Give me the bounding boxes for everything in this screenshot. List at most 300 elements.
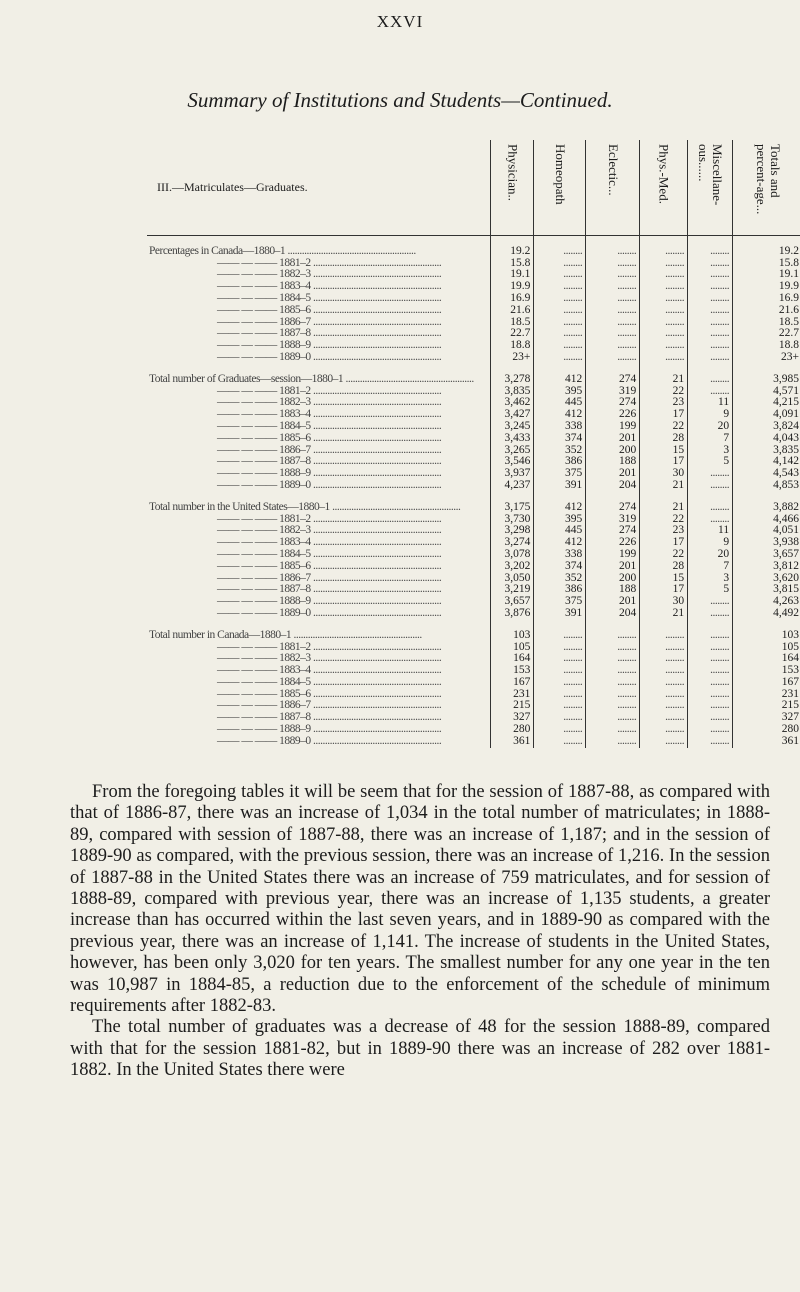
table-cell: 3,835 <box>491 386 534 398</box>
row-label: —— — —— 1889–0 ...................................................... <box>147 352 491 364</box>
row-session: 1882–3 <box>279 397 311 409</box>
table-cell: ........ <box>534 653 586 665</box>
table-cell: 3,546 <box>491 456 534 468</box>
group-label: Total number in Canada <box>149 629 249 641</box>
table-cell: ........ <box>688 374 733 386</box>
table-cell: 352 <box>534 445 586 457</box>
table-cell: 15 <box>640 445 688 457</box>
table-cell: 4,571 <box>733 386 800 398</box>
table-cell: 3,050 <box>491 573 534 585</box>
table-cell: 22.7 <box>491 328 534 340</box>
column-header <box>640 140 688 235</box>
row-session: 1885–6 <box>279 560 311 572</box>
table-row <box>147 502 800 514</box>
table-cell: ........ <box>586 328 640 340</box>
table-row <box>147 677 800 689</box>
group-label: Total number of Graduates—session <box>149 373 301 385</box>
row-label: Total number in the United States—1880–1 ...................................................... <box>147 502 491 514</box>
table-cell: 23 <box>640 525 688 537</box>
table-cell: 201 <box>586 433 640 445</box>
table-cell: 23+ <box>733 352 800 364</box>
table-cell: ........ <box>640 653 688 665</box>
table-cell: 15 <box>640 573 688 585</box>
row-label: —— — —— 1887–8 ...................................................... <box>147 328 491 340</box>
table-cell: ........ <box>534 246 586 258</box>
table-row <box>147 386 800 398</box>
row-label: —— — —— 1884–5 ...................................................... <box>147 293 491 305</box>
table-cell: 412 <box>534 502 586 514</box>
table-cell: ........ <box>586 630 640 642</box>
table-row <box>147 642 800 654</box>
table-cell: ........ <box>586 340 640 352</box>
row-label: —— — —— 1883–4 ...................................................... <box>147 665 491 677</box>
table-cell: 204 <box>586 480 640 492</box>
table-cell: 280 <box>733 724 800 736</box>
table-cell: 4,263 <box>733 596 800 608</box>
table-cell: ........ <box>534 317 586 329</box>
table-cell: 11 <box>688 525 733 537</box>
table-row <box>147 584 800 596</box>
table-cell: 4,492 <box>733 608 800 620</box>
table-cell: 105 <box>733 642 800 654</box>
table-cell: 18.5 <box>733 317 800 329</box>
table-cell: 15.8 <box>733 258 800 270</box>
table-cell: 374 <box>534 433 586 445</box>
table-cell: 17 <box>640 584 688 596</box>
table-cell: ........ <box>640 712 688 724</box>
row-session: 1887–8 <box>279 328 311 340</box>
row-session: 1880–1 <box>259 629 292 641</box>
table-cell: 3,657 <box>491 596 534 608</box>
table-cell: 231 <box>733 689 800 701</box>
table-cell: ........ <box>640 700 688 712</box>
table-cell: 22 <box>640 386 688 398</box>
table-row <box>147 468 800 480</box>
table-cell: 4,043 <box>733 433 800 445</box>
table-cell: 231 <box>491 689 534 701</box>
row-label: —— — —— 1886–7 ...................................................... <box>147 317 491 329</box>
row-session: 1881–2 <box>279 513 311 525</box>
table-cell: 153 <box>733 665 800 677</box>
table-cell: 3,278 <box>491 374 534 386</box>
table-row <box>147 433 800 445</box>
table-cell: 21 <box>640 608 688 620</box>
table-cell: 3,985 <box>733 374 800 386</box>
table-cell: ........ <box>688 700 733 712</box>
table-cell: ........ <box>586 269 640 281</box>
table-cell: ........ <box>688 608 733 620</box>
table-row <box>147 445 800 457</box>
table-cell: 21 <box>640 480 688 492</box>
group-spacer <box>147 620 800 630</box>
row-session: 1880–1 <box>253 245 286 257</box>
table-cell: ........ <box>534 293 586 305</box>
table-cell: ........ <box>688 293 733 305</box>
table-cell: ........ <box>688 596 733 608</box>
row-session: 1884–5 <box>279 676 311 688</box>
table-cell: 164 <box>491 653 534 665</box>
group-spacer <box>147 364 800 374</box>
table-cell: ........ <box>586 677 640 689</box>
column-header-label: Miscellane-ous...... <box>696 144 726 206</box>
table-cell: ........ <box>688 305 733 317</box>
table-cell: 20 <box>688 421 733 433</box>
row-session: 1888–9 <box>279 468 311 480</box>
row-label: —— — —— 1889–0 ...................................................... <box>147 608 491 620</box>
table-cell: 352 <box>534 573 586 585</box>
table-cell: 327 <box>733 712 800 724</box>
table-cell: 4,215 <box>733 397 800 409</box>
table-row <box>147 724 800 736</box>
row-session: 1884–5 <box>279 420 311 432</box>
row-label: —— — —— 1886–7 ...................................................... <box>147 573 491 585</box>
table-cell: 188 <box>586 456 640 468</box>
row-session: 1885–6 <box>279 432 311 444</box>
page-number: XXVI <box>376 12 424 31</box>
row-session: 1886–7 <box>279 572 311 584</box>
table-cell: ........ <box>688 386 733 398</box>
table-cell: ........ <box>688 677 733 689</box>
table-cell: ........ <box>586 724 640 736</box>
table-cell: ........ <box>688 736 733 748</box>
table-cell: ........ <box>688 281 733 293</box>
table-cell: 201 <box>586 561 640 573</box>
table-row <box>147 665 800 677</box>
column-header <box>688 140 733 235</box>
table-row <box>147 374 800 386</box>
table-row <box>147 317 800 329</box>
table-cell: ........ <box>640 317 688 329</box>
table-cell: 3,298 <box>491 525 534 537</box>
table-cell: ........ <box>640 293 688 305</box>
table-cell: 361 <box>491 736 534 748</box>
table-cell: 412 <box>534 537 586 549</box>
table-row <box>147 514 800 526</box>
group-label: Total number in the United States <box>149 501 288 513</box>
table-cell: 21.6 <box>491 305 534 317</box>
row-label: —— — —— 1884–5 ...................................................... <box>147 549 491 561</box>
table-row <box>147 421 800 433</box>
row-session: 1883–4 <box>279 281 311 293</box>
row-session: 1884–5 <box>279 292 311 304</box>
table-cell: ........ <box>534 712 586 724</box>
table-cell: ........ <box>640 724 688 736</box>
row-label: —— — —— 1884–5 ...................................................... <box>147 421 491 433</box>
table-cell: 30 <box>640 468 688 480</box>
table-cell: 3,462 <box>491 397 534 409</box>
row-label: —— — —— 1884–5 ...................................................... <box>147 677 491 689</box>
table-cell: ........ <box>688 328 733 340</box>
table-row <box>147 596 800 608</box>
table-row <box>147 409 800 421</box>
table-cell: ........ <box>586 653 640 665</box>
table-cell: ........ <box>586 246 640 258</box>
table-cell: 22 <box>640 549 688 561</box>
table-cell: 7 <box>688 433 733 445</box>
table-cell: ........ <box>640 736 688 748</box>
row-label: —— — —— 1885–6 ...................................................... <box>147 561 491 573</box>
table-cell: 22.7 <box>733 328 800 340</box>
table-row <box>147 537 800 549</box>
table-cell: 4,543 <box>733 468 800 480</box>
table-cell: 3 <box>688 573 733 585</box>
table-row <box>147 293 800 305</box>
table-row <box>147 328 800 340</box>
table-cell: ........ <box>688 712 733 724</box>
row-label: —— — —— 1886–7 ...................................................... <box>147 700 491 712</box>
table-cell: 153 <box>491 665 534 677</box>
row-session: 1884–5 <box>279 548 311 560</box>
table-cell: 395 <box>534 386 586 398</box>
table-cell: 3,433 <box>491 433 534 445</box>
table-row <box>147 480 800 492</box>
table-cell: 375 <box>534 596 586 608</box>
table-cell: 3,175 <box>491 502 534 514</box>
table-cell: 17 <box>640 456 688 468</box>
column-header-label: Phys.-Med. <box>656 144 672 204</box>
table-cell: ........ <box>586 642 640 654</box>
group-spacer <box>147 235 800 246</box>
table-cell: 3,812 <box>733 561 800 573</box>
table-cell: 21 <box>640 374 688 386</box>
column-header-label: Physician.. <box>505 144 521 202</box>
table-cell: 274 <box>586 397 640 409</box>
row-session: 1889–0 <box>279 351 311 363</box>
table-cell: 274 <box>586 502 640 514</box>
table-cell: 3,824 <box>733 421 800 433</box>
table-cell: 3,219 <box>491 584 534 596</box>
table-cell: 15.8 <box>491 258 534 270</box>
table-cell: ........ <box>586 700 640 712</box>
table-row <box>147 630 800 642</box>
table-cell: 412 <box>534 374 586 386</box>
table-cell: 3,078 <box>491 549 534 561</box>
table-cell: ........ <box>688 630 733 642</box>
table-cell: 3,882 <box>733 502 800 514</box>
row-label: Total number in Canada—1880–1 ...................................................... <box>147 630 491 642</box>
table-cell: ........ <box>640 665 688 677</box>
row-session: 1881–2 <box>279 385 311 397</box>
row-session: 1888–9 <box>279 596 311 608</box>
table-cell: ........ <box>586 736 640 748</box>
table-cell: 4,091 <box>733 409 800 421</box>
table-cell: ........ <box>688 724 733 736</box>
column-header-label: Homeopath <box>552 144 568 205</box>
table-cell: 319 <box>586 514 640 526</box>
table-cell: 4,237 <box>491 480 534 492</box>
row-label: —— — —— 1883–4 ...................................................... <box>147 537 491 549</box>
row-label: —— — —— 1882–3 ...................................................... <box>147 269 491 281</box>
table-cell: 9 <box>688 409 733 421</box>
table-cell: ........ <box>586 305 640 317</box>
table-cell: 19.1 <box>733 269 800 281</box>
row-label: —— — —— 1883–4 ...................................................... <box>147 281 491 293</box>
table-cell: ........ <box>688 689 733 701</box>
table-cell: 274 <box>586 374 640 386</box>
row-label: —— — —— 1888–9 ...................................................... <box>147 724 491 736</box>
table-cell: ........ <box>534 328 586 340</box>
table-row <box>147 525 800 537</box>
row-session: 1888–9 <box>279 724 311 736</box>
page-title: Summary of Institutions and Students—Continued. <box>187 88 613 112</box>
table-cell: ........ <box>640 677 688 689</box>
table-cell: 200 <box>586 573 640 585</box>
table-cell: ........ <box>534 630 586 642</box>
column-header <box>491 140 534 235</box>
table-cell: 201 <box>586 596 640 608</box>
table-row <box>147 456 800 468</box>
table-cell: 215 <box>491 700 534 712</box>
table-cell: 5 <box>688 584 733 596</box>
table-cell: 18.8 <box>491 340 534 352</box>
row-session: 1882–3 <box>279 525 311 537</box>
table-cell: 5 <box>688 456 733 468</box>
row-label: —— — —— 1885–6 ...................................................... <box>147 433 491 445</box>
row-session: 1880–1 <box>311 373 344 385</box>
table-row <box>147 269 800 281</box>
row-session: 1880–1 <box>298 501 330 513</box>
table-cell: ........ <box>688 514 733 526</box>
table-cell: 4,142 <box>733 456 800 468</box>
table-row <box>147 397 800 409</box>
body-text <box>70 782 770 1082</box>
column-header <box>733 140 800 235</box>
table-cell: ........ <box>534 677 586 689</box>
table-cell: ........ <box>534 736 586 748</box>
table-cell: 18.8 <box>733 340 800 352</box>
table-cell: 28 <box>640 561 688 573</box>
row-label: —— — —— 1882–3 ...................................................... <box>147 653 491 665</box>
table-row <box>147 700 800 712</box>
table-cell: ........ <box>688 269 733 281</box>
row-label: —— — —— 1883–4 ...................................................... <box>147 409 491 421</box>
table-row <box>147 561 800 573</box>
table-cell: 445 <box>534 525 586 537</box>
row-session: 1885–6 <box>279 688 311 700</box>
table-cell: 22 <box>640 421 688 433</box>
table-cell: 19.9 <box>733 281 800 293</box>
table-cell: 17 <box>640 537 688 549</box>
row-label: —— — —— 1885–6 ...................................................... <box>147 305 491 317</box>
table-cell: ........ <box>586 665 640 677</box>
table-cell: 7 <box>688 561 733 573</box>
column-header-label: Totals and percent-age... <box>753 144 783 215</box>
table-cell: 374 <box>534 561 586 573</box>
row-session: 1885–6 <box>279 304 311 316</box>
row-session: 1889–0 <box>279 735 311 747</box>
group-spacer <box>147 492 800 502</box>
table-cell: ........ <box>534 724 586 736</box>
table-cell: 395 <box>534 514 586 526</box>
table-cell: ........ <box>688 653 733 665</box>
row-label: —— — —— 1887–8 ...................................................... <box>147 456 491 468</box>
table-cell: 199 <box>586 421 640 433</box>
table-cell: 3,427 <box>491 409 534 421</box>
table-cell: 19.2 <box>733 246 800 258</box>
row-session: 1881–2 <box>279 257 311 269</box>
table-cell: ........ <box>640 246 688 258</box>
table-cell: ........ <box>534 340 586 352</box>
table-cell: 386 <box>534 456 586 468</box>
column-header-label: Eclectic... <box>605 144 621 196</box>
table-cell: 3,815 <box>733 584 800 596</box>
table-cell: ........ <box>640 642 688 654</box>
row-label: —— — —— 1881–2 ...................................................... <box>147 386 491 398</box>
table-cell: 18.5 <box>491 317 534 329</box>
row-label: —— — —— 1887–8 ...................................................... <box>147 584 491 596</box>
table-cell: 199 <box>586 549 640 561</box>
row-session: 1887–8 <box>279 712 311 724</box>
row-label: —— — —— 1881–2 ...................................................... <box>147 258 491 270</box>
table-cell: 274 <box>586 525 640 537</box>
table-cell: 226 <box>586 409 640 421</box>
table-cell: ........ <box>534 665 586 677</box>
table-cell: 19.9 <box>491 281 534 293</box>
table-row <box>147 549 800 561</box>
row-label: —— — —— 1885–6 ...................................................... <box>147 689 491 701</box>
table-cell: 16.9 <box>733 293 800 305</box>
table-cell: ........ <box>534 352 586 364</box>
table-row <box>147 340 800 352</box>
table-cell: ........ <box>688 246 733 258</box>
row-session: 1886–7 <box>279 444 311 456</box>
table-cell: 17 <box>640 409 688 421</box>
table-row <box>147 608 800 620</box>
table-row <box>147 712 800 724</box>
table-row <box>147 246 800 258</box>
row-session: 1881–2 <box>279 641 311 653</box>
row-session: 1886–7 <box>279 316 311 328</box>
table-cell: 391 <box>534 480 586 492</box>
table-cell: 21.6 <box>733 305 800 317</box>
table-cell: ........ <box>640 281 688 293</box>
table-cell: 3,202 <box>491 561 534 573</box>
summary-table <box>147 140 800 748</box>
table-cell: ........ <box>640 630 688 642</box>
table-cell: 4,853 <box>733 480 800 492</box>
table-cell: ........ <box>586 712 640 724</box>
row-label: —— — —— 1881–2 ...................................................... <box>147 514 491 526</box>
table-cell: 9 <box>688 537 733 549</box>
table-cell: ........ <box>640 352 688 364</box>
table-cell: ........ <box>688 317 733 329</box>
table-cell: ........ <box>534 281 586 293</box>
row-label: —— — —— 1886–7 ...................................................... <box>147 445 491 457</box>
row-label: —— — —— 1882–3 ...................................................... <box>147 397 491 409</box>
table-cell: 3,245 <box>491 421 534 433</box>
row-label: —— — —— 1888–9 ...................................................... <box>147 340 491 352</box>
table-cell: 3 <box>688 445 733 457</box>
table-row <box>147 573 800 585</box>
table-cell: 23 <box>640 397 688 409</box>
table-cell: ........ <box>586 689 640 701</box>
row-session: 1887–8 <box>279 456 311 468</box>
row-label: —— — —— 1887–8 ...................................................... <box>147 712 491 724</box>
table-cell: ........ <box>534 700 586 712</box>
row-label: —— — —— 1889–0 ...................................................... <box>147 480 491 492</box>
row-label: —— — —— 1888–9 ...................................................... <box>147 596 491 608</box>
paragraph: The total number of graduates was a decrease of 48 for the session 1888-89, compared with that for the session 1881-82, but in 1889-90 there was an increase of 282 over 1881-1882. In the United States there were <box>70 1017 770 1081</box>
row-label: —— — —— 1882–3 ...................................................... <box>147 525 491 537</box>
row-session: 1886–7 <box>279 700 311 712</box>
table-cell: 164 <box>733 653 800 665</box>
table-cell: 3,274 <box>491 537 534 549</box>
table-row <box>147 305 800 317</box>
table-cell: 103 <box>491 630 534 642</box>
table-cell: ........ <box>688 642 733 654</box>
row-label: Percentages in Canada—1880–1 ...................................................... <box>147 246 491 258</box>
table-cell: ........ <box>688 258 733 270</box>
